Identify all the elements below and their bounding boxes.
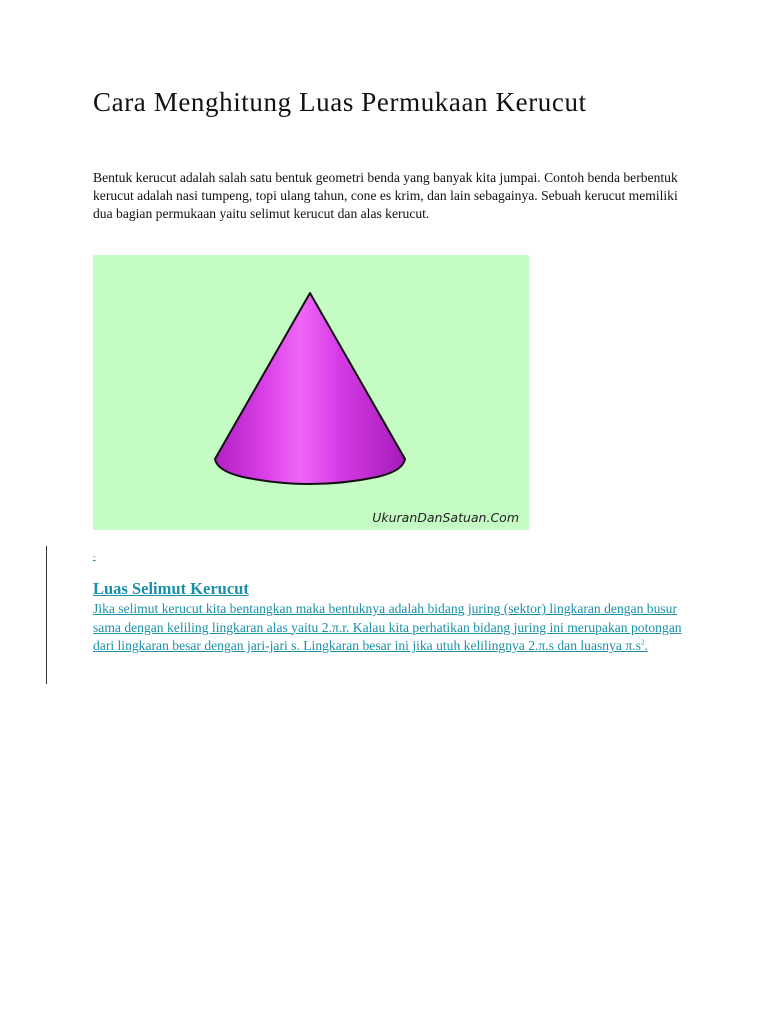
section-heading[interactable]: Luas Selimut Kerucut (93, 579, 249, 598)
intro-paragraph: Bentuk kerucut adalah salah satu bentuk geometri benda yang banyak kita jumpai. Contoh benda berbentuk kerucut adalah nasi tumpeng, topi ulang tahun, cone es krim, dan lain sebagainya. Sebuah kerucut memiliki dua bagian permukaan yaitu selimut kerucut dan alas kerucut. (93, 170, 678, 221)
section-body-end: . (644, 638, 648, 653)
superscript-two: 2 (640, 638, 645, 647)
section-body-text: Jika selimut kerucut kita bentangkan maka bentuknya adalah bidang juring (sektor) lingkaran dengan busur sama dengan keliling lingkaran alas yaitu 2.π.r. Kalau kita perhatikan bidang juring ini merupakan potongan dari lingkaran besar dengan jari-jari s. Lingkaran besar ini jika utuh kelilingnya 2.π.s dan luasnya π.s (93, 601, 682, 653)
margin-bar (46, 546, 47, 684)
anchor-link[interactable]: - (93, 552, 96, 561)
cone-figure (93, 255, 529, 530)
page-title: Cara Menghitung Luas Permukaan Kerucut (93, 87, 587, 117)
cone-shape (215, 293, 405, 484)
cone-illustration (93, 255, 529, 530)
section-body-link[interactable] (93, 600, 693, 656)
figure-watermark: UkuranDanSatuan.Com (372, 510, 519, 525)
